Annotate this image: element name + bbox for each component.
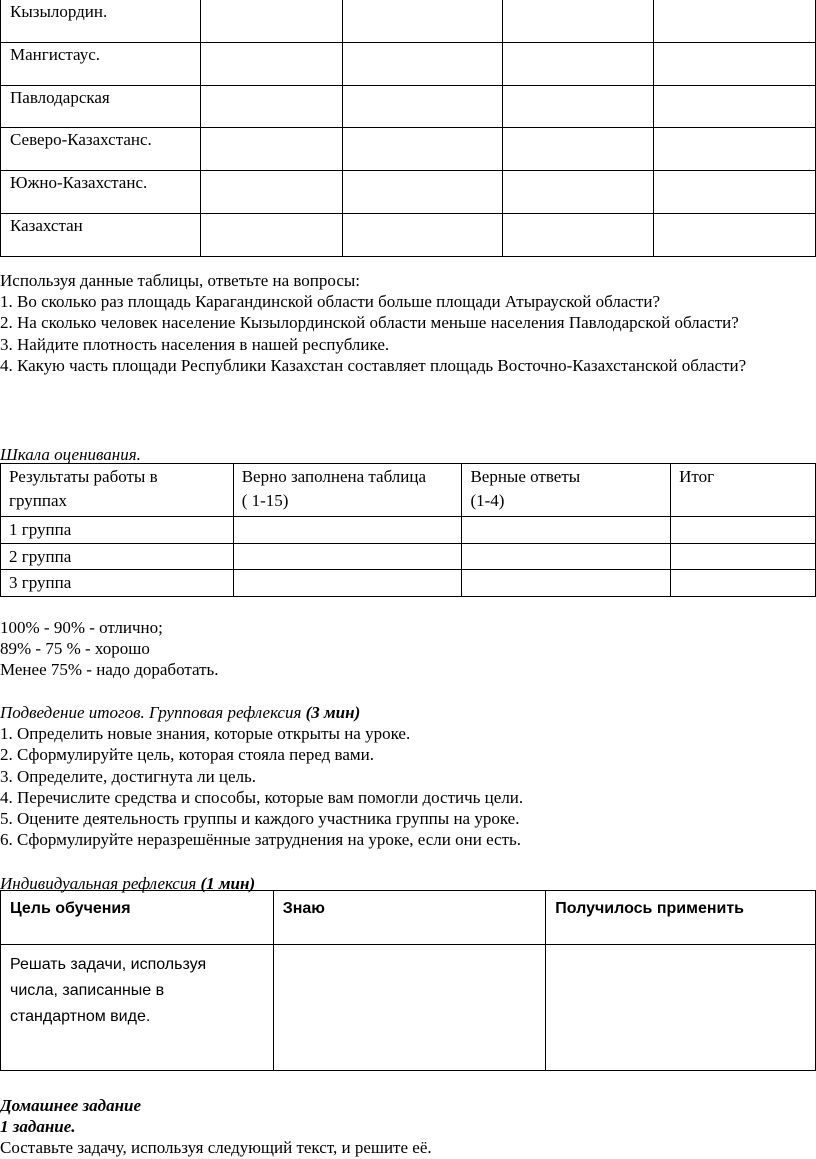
reflection-table — [0, 890, 816, 1071]
table-row — [1, 0, 816, 42]
summary-item: 3. Определите, достигнута ли цель. — [0, 766, 257, 786]
scale-line: 89% - 75 % - хорошо — [0, 639, 150, 659]
header-cell: Получилось применить — [546, 891, 816, 945]
question-item: 1. Во сколько раз площадь Карагандинской области больше площади Атырауской области? — [0, 292, 660, 312]
header-cell: Цель обучения — [1, 891, 274, 945]
table-row — [1, 543, 816, 570]
table-row — [1, 85, 816, 128]
regions-table — [0, 0, 816, 257]
region-cell: Казахстан — [1, 213, 201, 256]
summary-item: 2. Сформулируйте цель, которая стояла перед вами. — [0, 745, 374, 765]
header-cell: Знаю — [273, 891, 546, 945]
summary-title: Подведение итогов. Групповая рефлексия (3 мин) — [0, 703, 361, 722]
group-cell: 2 группа — [1, 543, 234, 570]
table-row — [1, 171, 816, 214]
table-header-row — [1, 464, 816, 517]
region-cell: Северо-Казахстанс. — [1, 128, 201, 171]
scale-line: Менее 75% - надо доработать. — [0, 660, 219, 680]
homework-task: 1 задание. — [0, 1117, 76, 1137]
summary-item: 5. Оцените деятельность группы и каждого участника группы на уроке. — [0, 809, 520, 829]
summary-item: 4. Перечислите средства и способы, которые вам помогли достичь цели. — [0, 787, 524, 807]
header-cell: Верно заполнена таблица ( 1-15) — [233, 464, 462, 517]
scale-line: 100% - 90% - отлично; — [0, 618, 163, 637]
individual-title: Индивидуальная рефлексия (1 мин) — [0, 874, 256, 893]
summary-item: 1. Определить новые знания, которые открыты на уроке. — [0, 724, 411, 744]
table-row — [1, 42, 816, 85]
homework-text: Составьте задачу, используя следующий текст, и решите её. — [0, 1138, 432, 1158]
summary-item: 6. Сформулируйте неразрешённые затруднения на уроке, если они есть. — [0, 830, 522, 850]
table-row — [1, 570, 816, 597]
region-cell: Павлодарская — [1, 85, 201, 128]
table-row — [1, 517, 816, 544]
table-row — [1, 128, 816, 171]
goal-cell: Решать задачи, используя числа, записанные в стандартном виде. — [1, 945, 274, 1071]
header-cell: Верные ответы (1-4) — [462, 464, 671, 517]
grading-scale — [0, 617, 812, 681]
header-cell: Результаты работы в группах — [1, 464, 234, 517]
table-row — [1, 945, 816, 1071]
group-cell: 1 группа — [1, 517, 234, 544]
question-item: 2. На сколько человек население Кызылординской области меньше населения Павлодарской области? — [0, 313, 739, 333]
question-item: 3. Найдите плотность населения в нашей республике. — [0, 334, 390, 354]
header-cell: Итог — [671, 464, 816, 517]
question-item: 4. Какую часть площади Республики Казахстан составляет площадь Восточно-Казахстанской области? — [0, 355, 747, 375]
grading-title: Шкала оценивания. — [0, 445, 141, 464]
homework-title: Домашнее задание — [0, 1096, 142, 1115]
region-cell: Южно-Казахстанс. — [1, 171, 201, 214]
region-cell: Кызылордин. — [1, 0, 201, 42]
region-cell: Мангистаус. — [1, 42, 201, 85]
group-cell: 3 группа — [1, 570, 234, 597]
grading-table — [0, 463, 816, 597]
table-row — [1, 213, 816, 256]
summary-section — [0, 702, 812, 850]
questions-intro: Используя данные таблицы, ответьте на вопросы: — [0, 271, 361, 290]
table-header-row — [1, 891, 816, 945]
questions-section — [0, 270, 812, 376]
homework-section — [0, 1095, 812, 1159]
